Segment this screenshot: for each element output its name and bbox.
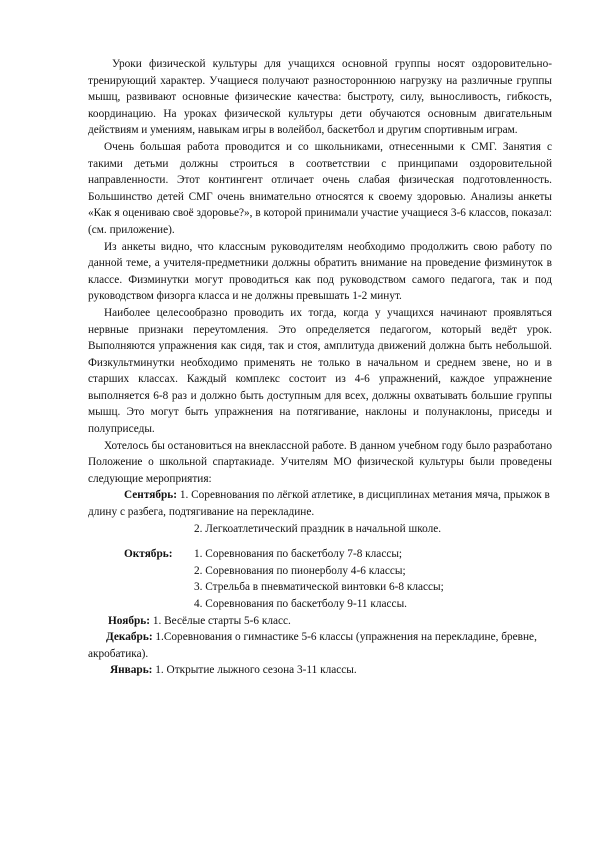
december-item-1-text: 1.Соревнования о гимнастике 5-6 классы (упражнения на перекладине, бревне, акробатика). xyxy=(88,631,537,660)
october-item-2: 2. Соревнования по пионерболу 4-6 классы; xyxy=(194,564,406,577)
december-item-1 xyxy=(88,629,552,662)
paragraph-2: Очень большая работа проводится и со школьниками, отнесенными к СМГ. Занятия с такими детьми должны строиться в соответствии с принципами оздоровительной направленности. Этот контингент отличает очень слабая физическая подготовленность. Большинство детей СМГ очень внимательно относятся к своему здоровью. Анализы анкеты «Как я оцениваю своё здоровье?», в которой принимали участие учащиеся 3-6 классов, показал: (см. приложение). xyxy=(88,140,552,236)
january-item-1-text: 1. Открытие лыжного сезона 3-11 классы. xyxy=(152,664,357,677)
document-page xyxy=(88,56,552,679)
november-item-1-text: 1. Весёлые старты 5-6 класс. xyxy=(150,614,291,627)
november-item-1 xyxy=(88,613,552,630)
october-item-4: 4. Соревнования по баскетболу 9-11 классы. xyxy=(194,598,407,610)
october-item-1-text: 1. Соревнования по баскетболу 7-8 классы; xyxy=(194,548,403,561)
september-item-1-text: 1. Соревнования по лёгкой атлетике, в дисциплинах метания мяча, прыжок в длину с разбега, подтягивание на перекладине. xyxy=(88,489,550,519)
september-item-2: 2. Легкоатлетический праздник в начальной школе. xyxy=(194,522,442,535)
events-october xyxy=(88,546,552,612)
january-item-1 xyxy=(88,662,552,679)
october-item-1 xyxy=(88,546,552,563)
october-item-3: 3. Стрельба в пневматической винтовки 6-8 классы; xyxy=(194,581,444,594)
paragraph-4: Наиболее целесообразно проводить их тогда, когда у учащихся начинают проявляться нервные признаки переутомления. Это определяется педагогом, который ведёт урок. Выполняются упражнения как сидя, так и стоя, амплитуда движений должна быть небольшой. Физкультминутки необходимо применять не только в начальном и среднем звене, но и в старших классах. Каждый комплекс состоит из 4-6 упражнений, каждое упражнение выполняется 6-8 раз и должно быть доступным для всех, должны охватывать большие группы мышц. Это могут быть упражнения на потягивание, наклоны и полунаклоны, приседы и полуприседы. xyxy=(88,306,552,436)
september-item-1 xyxy=(88,487,552,520)
month-label-december: Декабрь: xyxy=(106,631,153,644)
paragraph-1: Уроки физической культуры для учащихся основной группы носят оздоровительно-тренирующий характер. Учащиеся получают разностороннюю нагрузку на различные группы мышц, развивают основные физические качества: быстроту, силу, выносливость, гибкость, координацию. На уроках физической культуры дети обучаются основным двигательным действиям и умениям, навыкам игры в волейбол, баскетбол и другим спортивным играм. xyxy=(88,58,552,137)
month-label-september: Сентябрь: xyxy=(124,489,177,502)
paragraph-5: Хотелось бы остановиться на внеклассной работе. В данном учебном году было разработано Положение о школьной спартакиаде. Учителям МО физической культуры были проведены следующие мероприятия: xyxy=(88,439,552,485)
month-label-october: Октябрь: xyxy=(124,548,173,561)
events-september xyxy=(88,487,552,537)
month-label-november: Ноябрь: xyxy=(108,614,150,627)
month-label-january: Январь: xyxy=(110,664,153,677)
paragraph-3: Из анкеты видно, что классным руководителям необходимо продолжить свою работу по данной теме, а учителя-предметники должны обратить внимание на проведение физминуток в классе. Физминутки могут проводиться как под руководством самого педагога, так и под руководством физорга класса и не должны превышать 1-2 минут. xyxy=(88,240,552,303)
